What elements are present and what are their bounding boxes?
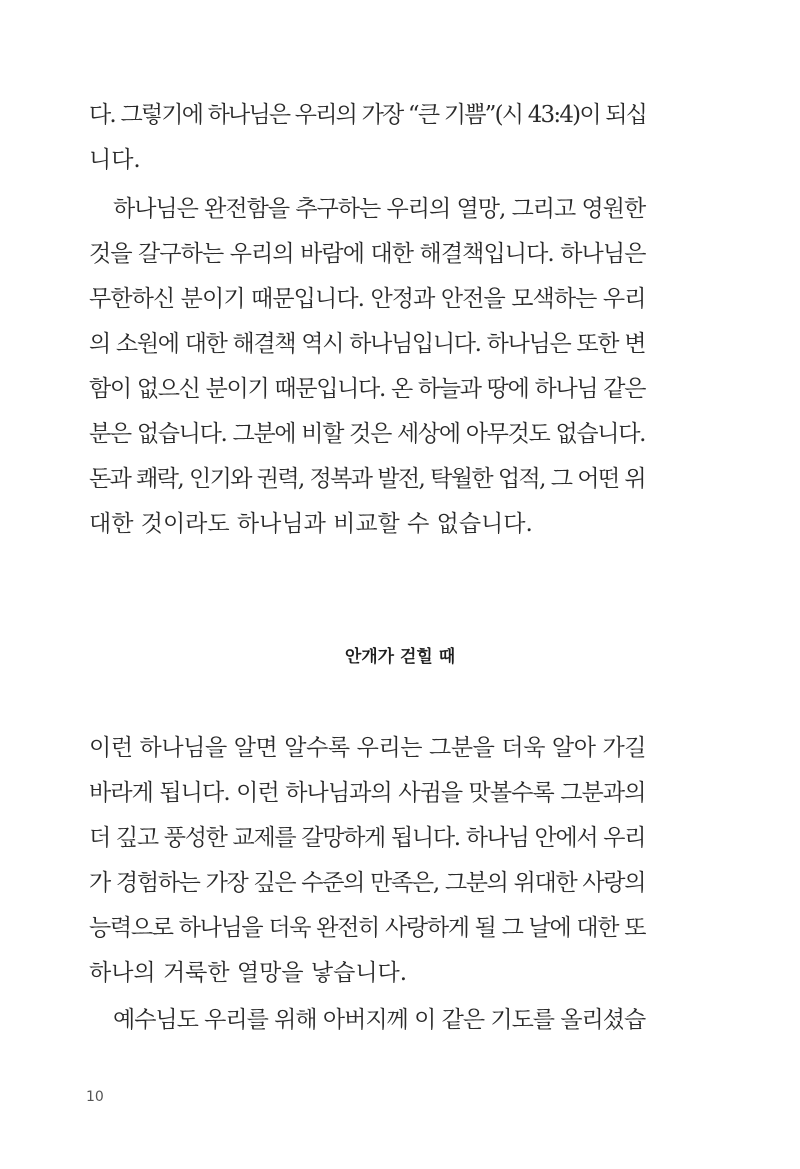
body-text-line: 바라게 됩니다. 이런 하나님과의 사귐을 맛볼수록 그분과의 — [89, 780, 646, 806]
body-text-line: 대한 것이라도 하나님과 비교할 수 없습니다. — [89, 511, 533, 537]
body-text-line: 더 깊고 풍성한 교제를 갈망하게 됩니다. 하나님 안에서 우리 — [89, 825, 646, 851]
body-text-line: 무한하신 분이기 때문입니다. 안정과 안전을 모색하는 우리 — [89, 286, 646, 312]
body-text-line: 분은 없습니다. 그분에 비할 것은 세상에 아무것도 없습니다. — [89, 421, 646, 447]
body-text-line: 것을 갈구하는 우리의 바람에 대한 해결책입니다. 하나님은 — [89, 241, 646, 267]
body-text-line: 하나의 거룩한 열망을 낳습니다. — [89, 960, 408, 986]
body-text-line: 하나님은 완전함을 추구하는 우리의 열망, 그리고 영원한 — [113, 196, 646, 222]
body-text-line: 다. 그렇기에 하나님은 우리의 가장 “큰 기쁨”(시 43:4)이 되십 — [89, 102, 647, 128]
body-text-line: 능력으로 하나님을 더욱 완전히 사랑하게 될 그 날에 대한 또 — [89, 915, 646, 941]
body-text-line: 돈과 쾌락, 인기와 권력, 정복과 발전, 탁월한 업적, 그 어떤 위 — [89, 466, 645, 492]
body-text-line: 이런 하나님을 알면 알수록 우리는 그분을 더욱 알아 가길 — [89, 735, 647, 761]
body-text-line: 함이 없으신 분이기 때문입니다. 온 하늘과 땅에 하나님 같은 — [89, 376, 646, 402]
page-number: 10 — [86, 1089, 104, 1105]
body-text-line: 예수님도 우리를 위해 아버지께 이 같은 기도를 올리셨습 — [113, 1007, 646, 1033]
body-text-line: 의 소원에 대한 해결책 역시 하나님입니다. 하나님은 또한 변 — [89, 331, 646, 357]
body-text-line: 가 경험하는 가장 깊은 수준의 만족은, 그분의 위대한 사랑의 — [89, 870, 646, 896]
section-heading: 안개가 걷힐 때 — [344, 647, 456, 667]
body-text-line: 니다. — [89, 147, 141, 173]
